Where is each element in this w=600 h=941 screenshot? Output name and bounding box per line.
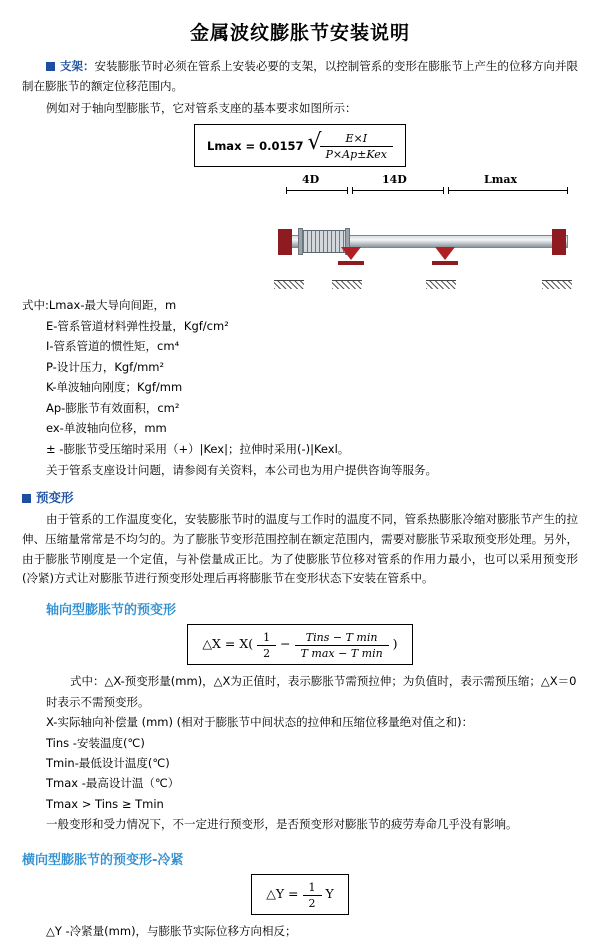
bracket-closing-line: 关于管系支座设计问题，请参阅有关资料，本公司也为用户提供咨询等服务。 [46, 463, 437, 478]
definition-item: K-单波轴向刚度；Kgf/mm [46, 380, 183, 395]
figure-label-4d: 4D [302, 173, 320, 187]
axial-formula-rhs: ) [392, 636, 398, 652]
pipe-assembly-drawing [274, 199, 574, 289]
bracket-heading-label: 支架： [60, 59, 95, 73]
axial-note-item: Tmax > Tins ≥ Tmin [46, 796, 164, 811]
flange-left [298, 228, 303, 255]
axial-formula-frac2-den: T max − T min [300, 647, 383, 661]
page-title: 金属波纹膨胀节安装说明 [189, 22, 410, 44]
ground-hatch-left [274, 280, 304, 289]
axial-notes-list [22, 671, 578, 835]
axial-formula-frac1-den: 2 [263, 647, 271, 661]
axial-note-item: Tins -安装温度(℃) [46, 735, 145, 750]
axial-note-item: X-实际轴向补偿量 (mm) (相对于膨胀节中间状态的拉伸和压缩位移量绝对值之和)： [46, 715, 474, 730]
axial-formula-frac2-num: Tins − T min [295, 631, 389, 646]
lateral-predeform-heading: 横向型膨胀节的预变形-冷紧 [22, 852, 184, 868]
axial-formula-minus: − [280, 636, 291, 652]
ground-hatch-right [542, 280, 572, 289]
lmax-formula-numerator: √ E×I [320, 132, 393, 147]
definition-item: E-管系管道材料弹性投量，Kgf/cm² [46, 318, 229, 333]
support-layout-figure [274, 173, 574, 291]
guide-support-2 [432, 247, 458, 265]
axial-formula-frac1-num: 1 [257, 631, 276, 646]
axial-note-item: Tmax -最高设计温（℃） [46, 776, 180, 791]
lmax-definitions-list [22, 295, 578, 459]
lateral-formula-lhs: △Y = [266, 885, 299, 901]
lateral-note-item: △Y -冷紧量(mm)，与膨胀节实际位移方向相反； [46, 923, 297, 938]
definition-item: ex-单波轴向位移，mm [46, 421, 167, 436]
anchor-support-left [278, 229, 292, 255]
lmax-formula-denominator: P×Ap±Kex [325, 148, 387, 162]
bracket-heading-text: 安装膨胀节时必须在管系上安装必要的支架，以控制管系的变形在膨胀节上产生的位移方向并限制在膨胀节的额定位移范围内。 [22, 59, 578, 93]
definition-item: Ap-膨胀节有效面积，cm² [46, 400, 180, 415]
axial-note-item: 一般变形和受力情况下，不一定进行预变形，是否预变形对膨胀节的疲劳寿命几乎没有影响。 [46, 817, 518, 832]
lateral-formula-num: 1 [303, 881, 322, 896]
lateral-formula-rhs: Y [325, 885, 334, 901]
predeform-section-heading [22, 487, 578, 508]
blue-square-bullet-icon-2 [22, 494, 31, 503]
definition-item: 式中:Lmax-最大导向间距，m [22, 298, 177, 313]
figure-label-14d: 14D [382, 173, 407, 187]
axial-formula-lhs: △X = X( [202, 636, 254, 652]
anchor-support-right [552, 229, 566, 255]
dimension-line-14d [352, 190, 444, 191]
figure-dimension-labels [274, 173, 574, 189]
blue-square-bullet-icon [46, 62, 55, 71]
lateral-formula-den: 2 [308, 896, 316, 910]
dimension-line-lmax [448, 190, 568, 191]
bracket-example-line: 例如对于轴向型膨胀节，它对管系支座的基本要求如图所示： [46, 100, 357, 115]
definition-item: ± -膨胀节受压缩时采用（+）|Kex|；拉伸时采用(-)|Kexl。 [46, 441, 350, 456]
definition-item: I-管系管道的惯性矩，cm⁴ [46, 339, 180, 354]
lateral-notes-list [22, 921, 578, 941]
lateral-predeform-formula [22, 874, 578, 915]
axial-note-item: 式中：△X-预变形量(mm)，△X为正值时，表示膨胀节需预拉伸；为负值时，表示需预压缩；△X＝0时表示不需预变形。 [46, 674, 577, 709]
lmax-formula [22, 124, 578, 167]
ground-hatch-2 [426, 280, 456, 289]
axial-predeform-formula [22, 624, 578, 665]
ground-hatch-1 [332, 280, 362, 289]
figure-label-lmax: Lmax [484, 173, 518, 187]
definition-item: P-设计压力，Kgf/mm² [46, 359, 165, 374]
guide-support-1 [338, 247, 364, 265]
lmax-formula-lhs: Lmax = 0.0157 [207, 138, 304, 153]
predeform-heading-label: 预变形 [36, 489, 74, 505]
axial-note-item: Tmin-最低设计温度(℃) [46, 756, 170, 770]
axial-predeform-heading: 轴向型膨胀节的预变形 [46, 603, 177, 619]
predeform-paragraph: 由于管系的工作温度变化，安装膨胀节时的温度与工作时的温度不同，管系热膨胀冷缩对膨胀节产生的拉伸、压缩量常常是不均匀的。为了膨胀节变形范围控制在额定范围内，需要对膨胀节采取预变形处理。另外，由于膨胀节刚度是一个定值，与补偿量成正比。为了使膨胀节位移对管系的作用力最小，也可以采用预变形(冷紧)方式让对膨胀节进行预变形处理后再将膨胀节在变形状态下安装在管系中。 [22, 512, 578, 586]
bracket-section-heading [22, 57, 578, 97]
dimension-line-4d [286, 190, 348, 191]
sqrt-icon [308, 130, 393, 161]
